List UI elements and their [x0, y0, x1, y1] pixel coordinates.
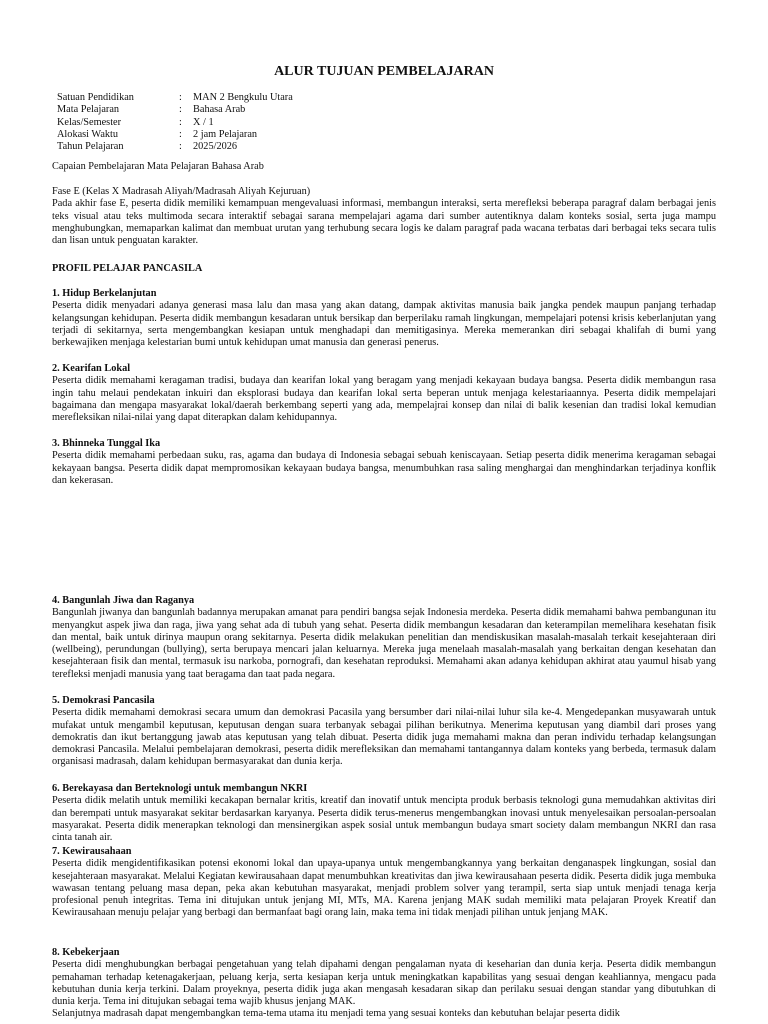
fase-paragraph: Pada akhir fase E, peserta didik memiliki kemampuan mengevaluasi informasi, membangun interaksi, serta merefleksi beberapa paragraf dalam berbagai jenis teks visual atau teks multimoda secara interaktif sebagai sarana mempelajari agama dari sumber autentiknya dalam konteks sosial, serta juga mampu menghubungkan, memaparkan kalimat dan membuat urutan yang terhubung secara logis ke dalam paragraf pada wacana terbatas dari berbagai teks secara tulis dan lisan untuk penguatan karakter. — [52, 198, 716, 247]
section-paragraph: Peserta didi menghubungkan berbagai pengetahuan yang telah dipahami dengan pengalaman nyata di keseharian dan dunia kerja. Peserta didik membangun pemahaman terhadap ketenagakerjaan, peluang kerja, serta kesiapan kerja untuk meningkatkan kapabilitas yang sesuai dengan keahliannya, mengacu pada kebutuhan dunia kerja terkini. Dalam proyeknya, peserta didik juga akan mengasah kesadaran sikap dan perilaku sesuai dengan standar yang dibutuhkan di dunia kerja. Tema ini ditujukan sebagai tema wajib khusus jenjang MAK. — [52, 959, 716, 1008]
section-paragraph: Peserta didik memahami demokrasi secara umum dan demokrasi Pacasila yang bersumber dari nilai-nilai luhur sila ke-4. Mengedepankan musyawarah untuk mufakat untuk mengambil keputusan, keputusan dengan suara terbanyak sebagai pilihan berikutnya. Menerima keputusan yang diambil dari proses yang demokratis dan ikut bertanggung jawab atas keputusan yang telah dibuat. Peserta didik juga memahami makna dan peran individu terhadap kelangsungan demokrasi Pancasila. Melalui pembelajaran demokrasi, peserta didik merefleksikan dan memahami tantangannya dalam konteks yang berbeda, termasuk dalam organisasi madrasah, dalam kehidupan bermasyarakat dan dunia kerja. — [52, 707, 716, 768]
closing-paragraph: Selanjutnya madrasah dapat mengembangkan tema-tema utama itu menjadi tema yang sesuai konteks dan kebutuhan belajar peserta didik — [52, 1008, 620, 1020]
section-paragraph: Peserta didik melatih untuk memiliki kecakapan bernalar kritis, kreatif dan inovatif untuk mencipta produk berbasis teknologi guna memudahkan aktivitas diri dan berempati untuk masyarakat sekitar berdasarkan karyanya. Peserta didik terus-menerus mengembangkan inovasi untuk menyelesaikan persoalan-persoalan masyarakat. Peserta didik menerapkan teknologi dan mensinergikan aspek sosial untuk membangun budaya smart society dalam membangun NKRI dan rasa cinta tanah air. — [52, 795, 716, 844]
identity-value: X / 1 — [193, 116, 214, 128]
section-heading: 2. Kearifan Lokal — [52, 363, 131, 374]
profil-section — [52, 288, 716, 349]
section-heading: 7. Kewirausahaan — [52, 846, 132, 857]
identity-label: Tahun Pelajaran — [57, 141, 124, 153]
identity-colon: : — [179, 141, 182, 153]
section-paragraph: Peserta didik menyadari adanya generasi masa lalu dan masa yang akan datang, dampak aktivitas manusia baik jangka pendek maupun panjang terhadap kelangsungan kehidupan. Peserta didik membangun kesadaran untuk bersikap dan berperilaku ramah lingkungan, mempelajari potensi krisis keberlanjutan yang terjadi di sekitarnya, serta mengembangkan kesiapan untuk menghadapi dan memitigasinya. Mereka memerankan diri sebagai khalifah di bumi yang berkewajiken menjaga kelestarian bumi untuk kehidupan umat manusia dan generasi penerus. — [52, 300, 716, 349]
identity-value: 2 jam Pelajaran — [193, 128, 258, 140]
profil-section — [52, 783, 716, 844]
identity-row — [57, 129, 293, 141]
section-heading: 5. Demokrasi Pancasila — [52, 695, 155, 706]
identity-label: Alokasi Waktu — [57, 128, 119, 140]
section-heading: 6. Berekayasa dan Berteknologi untuk membangun NKRI — [52, 783, 308, 794]
capaian-heading: Capaian Pembelajaran Mata Pelajaran Bahasa Arab — [52, 161, 264, 172]
document-title: ALUR TUJUAN PEMBELAJARAN — [274, 64, 494, 79]
fase-heading: Fase E (Kelas X Madrasah Aliyah/Madrasah Aliyah Kejuruan) — [52, 186, 311, 197]
identity-colon: : — [179, 92, 182, 103]
identity-row — [57, 117, 293, 129]
profil-section — [52, 695, 716, 769]
section-heading: 3. Bhinneka Tunggal Ika — [52, 438, 161, 449]
identity-label: Kelas/Semester — [57, 116, 122, 128]
identity-table — [57, 92, 293, 153]
section-paragraph: Peserta didik memahami perbedaan suku, ras, agama dan budaya di Indonesia sebagai sebuah keniscayaan. Setiap peserta didik menerima keragaman sebagai kekayaan bangsa. Peserta didik dapat mempromosikan kekayaan budaya bangsa, menumbuhkan rasa saling menghargai dan menghindarkan terjadinya konflik dan kekerasan. — [52, 450, 716, 486]
identity-label: Mata Pelajaran — [57, 104, 120, 116]
identity-label: Satuan Pendidikan — [57, 92, 134, 103]
identity-colon: : — [179, 128, 182, 140]
profil-section — [52, 947, 716, 1021]
section-heading: 1. Hidup Berkelanjutan — [52, 288, 157, 299]
section-paragraph: Peserta didik mengidentifikasikan potensi ekonomi lokal dan upaya-upanya untuk mengembangkannya yang berkaitan denganaspek lingkungan, sosial dan kesejahteraan masyarakat. Melalui Kegiatan kewirausahaan dapat menumbuhkan kreativitas dan jiwa kewirausahaan peserta didik. Peserta didik juga membuka wawasan tentang peluang masa depan, peka akan kebutuhan masyarakat, menjadi problem solver yang terampil, serta siap untuk menjadi tenaga kerja profesional penuh integritas. Tema ini ditujukan untuk jenjang MI, MTs, MA. Karena jenjang MAK sudah memiliki mata pelajaran Proyek Kreatif dan Kewirausahaan menuju pelajar yang berbagi dan bermanfaat bagi orang lain, maka tema ini tidak menjadi pilihan untuk jenjang MAK. — [52, 858, 716, 919]
identity-colon: : — [179, 104, 182, 116]
identity-value: 2025/2026 — [193, 141, 238, 153]
profil-section — [52, 363, 716, 424]
section-paragraph: Bangunlah jiwanya dan bangunlah badannya merupakan amanat para pendiri bangsa sejak Indonesia merdeka. Peserta didik memahami bahwa pembangunan itu menyangkut aspek jiwa dan raga, jiwa yang sehat ada di tubuh yang sehat. Peserta didik membangun kesadaran dan keterampilan memelihara kesehatan fisik dan mental, baik untuk dirinya maupun orang sekitarnya. Peserta didik melakukan penelitian dan mendiskusikan masalah-masalah terkait kesejahteraan diri (wellbeing), perundungan (bullying), serta berupaya mencari jalan keluarnya. Mereka juga menelaah masalah-masalah yang berkaitan dengan kesehatan dan kesejahteraan fisik dan mental, termasuk isu narkoba, pornografi, dan kesehatan reproduksi. Memahami akan adanya kehidupan akhirat atau yaumul hisab yang terefleksi menjadi manusia yang taat beragama dan taat pada negara. — [52, 607, 716, 680]
identity-value: MAN 2 Bengkulu Utara — [193, 92, 293, 103]
identity-row — [57, 141, 293, 153]
section-heading: 4. Bangunlah Jiwa dan Raganya — [52, 595, 195, 606]
profil-section — [52, 438, 716, 487]
identity-row — [57, 104, 293, 116]
identity-colon: : — [179, 116, 182, 128]
fase-section — [52, 186, 716, 247]
identity-row — [57, 92, 293, 104]
profil-section — [52, 595, 716, 681]
section-paragraph: Peserta didik memahami keragaman tradisi, budaya dan kearifan lokal yang beragam yang menjadi kekayaan budaya bangsa. Peserta didik membangun rasa ingin tahu melaui pendekatan inkuiri dan eksplorasi budaya dan kearifan lokal serta beperan untuk menjaga kelestariaannya. Peserta didik mempelajari bagaimana dan mengapa masyarakat lokal/daerah berkembang seperti yang ada, mempelajrai konsep dan nilai di balik kesenian dan tradisi lokal kemudian merefleksikan nilai-nilai yang dapat diterapkan dalam kehidupannya. — [52, 375, 716, 424]
profil-section — [52, 846, 716, 920]
profil-heading: PROFIL PELAJAR PANCASILA — [52, 263, 203, 274]
section-heading: 8. Kebekerjaan — [52, 947, 120, 958]
identity-value: Bahasa Arab — [193, 104, 246, 116]
